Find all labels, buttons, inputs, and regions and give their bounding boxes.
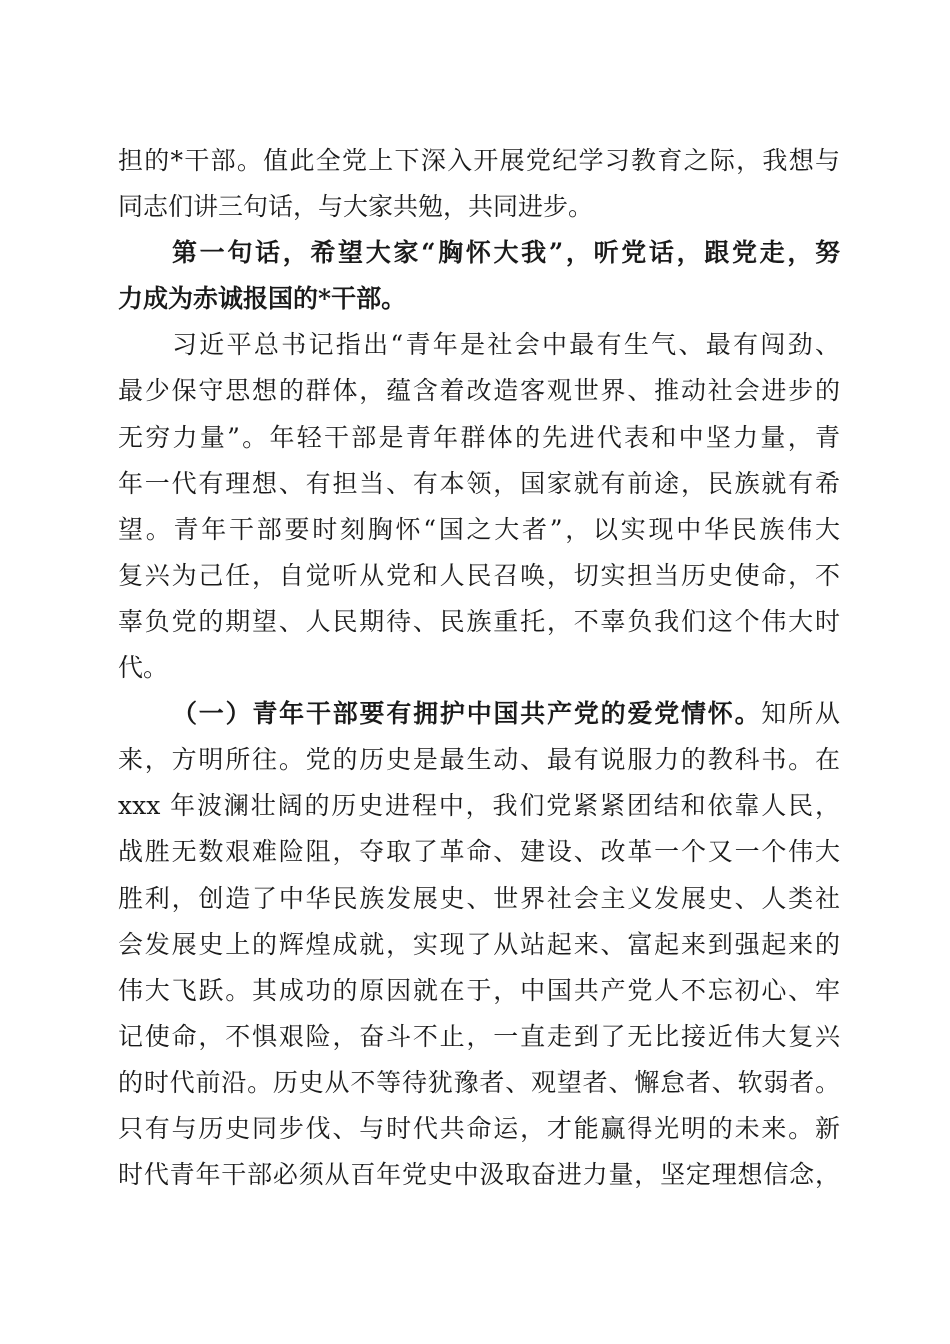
section-heading-line: 第一句话，希望大家“胸怀大我”，听党话，跟党走，努: [172, 238, 840, 268]
paragraph-line: 只有与历史同步伐、与时代共命运，才能赢得光明的未来。新: [118, 1113, 840, 1143]
paragraph-line: 辜负党的期望、人民期待、民族重托，不辜负我们这个伟大时: [118, 606, 840, 636]
paragraph-line: 战胜无数艰难险阻，夺取了革命、建设、改革一个又一个伟大: [118, 837, 840, 867]
paragraph-line: 胜利，创造了中华民族发展史、世界社会主义发展史、人类社: [118, 883, 840, 913]
subsection-lead-text: 知所从: [761, 699, 840, 729]
subsection-first-line: [118, 691, 840, 737]
paragraph-line: 时代青年干部必须从百年党史中汲取奋进力量，坚定理想信念，: [118, 1160, 840, 1190]
body-text: [118, 138, 840, 1198]
section-heading-line: 力成为赤诚报国的*干部。: [118, 284, 407, 314]
paragraph-line: 记使命，不惧艰险，奋斗不止，一直走到了无比接近伟大复兴: [118, 1021, 840, 1051]
paragraph-line: 最少保守思想的群体，蕴含着改造客观世界、推动社会进步的: [118, 376, 840, 406]
paragraph-line: 望。青年干部要时刻胸怀“国之大者”，以实现中华民族伟大: [118, 514, 840, 544]
paragraph-line: 伟大飞跃。其成功的原因就在于，中国共产党人不忘初心、牢: [118, 975, 840, 1005]
paragraph-line: 同志们讲三句话，与大家共勉，共同进步。: [118, 192, 594, 222]
paragraph-line: xxx 年波澜壮阔的历史进程中，我们党紧紧团结和依靠人民，: [118, 791, 840, 821]
paragraph-line: 代。: [118, 653, 169, 683]
subsection-heading: （一）青年干部要有拥护中国共产党的爱党情怀。: [172, 699, 762, 729]
paragraph-line: 的时代前沿。历史从不等待犹豫者、观望者、懈怠者、软弱者。: [118, 1067, 840, 1097]
paragraph-line: 担的*干部。值此全党上下深入开展党纪学习教育之际，我想与: [118, 146, 840, 175]
paragraph-line: 无穷力量”。年轻干部是青年群体的先进代表和中坚力量，青: [118, 422, 840, 452]
paragraph-line: 习近平总书记指出“青年是社会中最有生气、最有闯劲、: [172, 330, 840, 360]
paragraph-line: 会发展史上的辉煌成就，实现了从站起来、富起来到强起来的: [118, 929, 840, 959]
paragraph-line: 来，方明所往。党的历史是最生动、最有说服力的教科书。在: [118, 745, 840, 775]
paragraph-line: 年一代有理想、有担当、有本领，国家就有前途，民族就有希: [118, 468, 840, 498]
paragraph-line: 复兴为己任，自觉听从党和人民召唤，切实担当历史使命，不: [118, 560, 840, 590]
